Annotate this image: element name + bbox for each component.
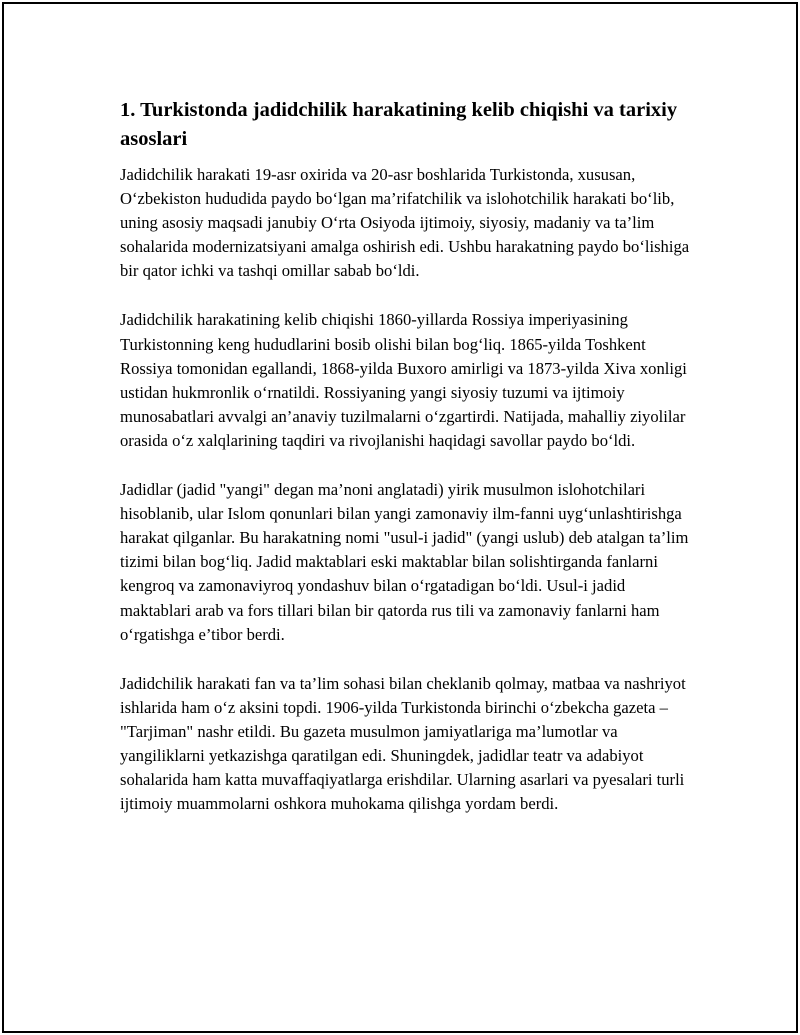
paragraph-4: Jadidchilik harakati fan va ta’lim sohasi bilan cheklanib qolmay, matbaa va nashriyot ishlarida ham o‘z aksini topdi. 1906-yilda Turkistonda birinchi o‘zbekcha gazeta – "Tarjiman" nashr etildi. Bu gazeta musulmon jamiyatlariga ma’lumotlar va yangiliklarni yetkazishga qaratilgan edi. Shuningdek, jadidlar teatr va adabiyot sohalarida ham katta muvaffaqiyatlarga erishdilar. Ularning asarlari va pyesalari turli ijtimoiy muammolarni oshkora muhokama qilishga yordam berdi.: [120, 673, 686, 814]
section-heading: 1. Turkistonda jadidchilik harakatining kelib chiqishi va tarixiy asoslari: [120, 99, 678, 150]
paragraph-3: Jadidlar (jadid "yangi" degan ma’noni anglatadi) yirik musulmon islohotchilari hisoblanib, ular Islom qonunlari bilan yangi zamonaviy ilm-fanni uyg‘unlashtirishga harakat qilganlar. Bu harakatning nomi "usul-i jadid" (yangi uslub) deb atalgan ta’lim tizimi bilan bog‘liq. Jadid maktablari eski maktablar bilan solishtirganda fanlarni kengroq va zamonaviyroq yondashuv bilan o‘rgatadigan bo‘ldi. Usul-i jadid maktablari arab va fors tillari bilan bir qatorda rus tili va zamonaviy fanlarni ham o‘rgatishga e’tibor berdi.: [120, 480, 689, 644]
document-body: [120, 96, 700, 841]
paragraph-2: Jadidchilik harakatining kelib chiqishi 1860-yillarda Rossiya imperiyasining Turkistonning keng hududlarini bosib olishi bilan bog‘liq. 1865-yilda Toshkent Rossiya tomonidan egallandi, 1868-yilda Buxoro amirligi va 1873-yilda Xiva xonligi ustidan hukmronlik o‘rnatildi. Rossiyaning yangi siyosiy tuzumi va ijtimoiy munosabatlari avvalgi an’anaviy tuzilmalarni o‘zgartirdi. Natijada, mahalliy ziyolilar orasida o‘z xalqlarining taqdiri va rivojlanishi haqidagi savollar paydo bo‘ldi.: [120, 310, 687, 450]
document-page: [2, 2, 798, 1033]
paragraph-1: Jadidchilik harakati 19-asr oxirida va 20-asr boshlarida Turkistonda, xususan, O‘zbekiston hududida paydo bo‘lgan ma’rifatchilik va islohotchilik harakati bo‘lib, uning asosiy maqsadi janubiy O‘rta Osiyoda ijtimoiy, siyosiy, madaniy va ta’lim sohalarida modernizatsiyani amalga oshirish edi. Ushbu harakatning paydo bo‘lishiga bir qator ichki va tashqi omillar sabab bo‘ldi.: [120, 165, 690, 281]
